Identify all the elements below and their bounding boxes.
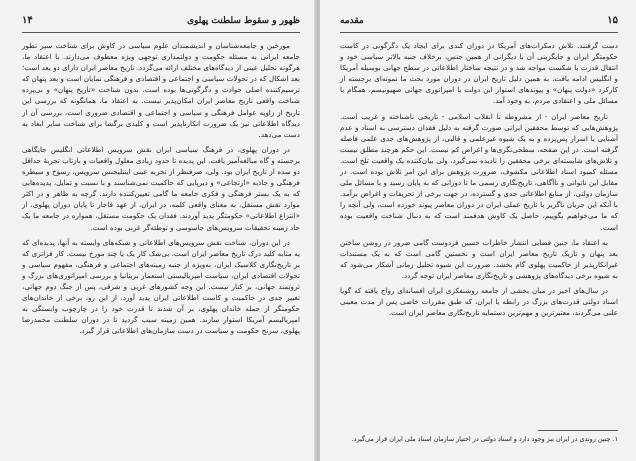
left-running-title: ظهور و سقوط سلطنت پهلوی: [186, 16, 300, 26]
footnote-rule: [538, 430, 618, 431]
left-paragraph-2: در دوران پهلوی، در فرهنگ سیاسی ایران نقش سرویس اطلاعاتی انگلیس جایگاهی برجسته و گاه مبالغه‌آمیز یافت. این پدیده تا حدود زیادی معلول واقعیات و بازتاب تجربهٔ حداقل دو سده از تاریخ ایران بود. ولی، صرفنظر از تجربه عینی اینتلیجنس سرویس، رسوخ و سیطره فرهنگی و جاذبه «ارتجاعی» و دیرپایی که حاکمیت نمی‌شناسند و با نسبت و تمایل، پدیده‌هایی که به یک بستر فرهنگی و فکری جامعه ما گامی تعیین‌کننده دارند. گرچه به ظاهر و در اکثر موارد نقش مستقل، به معنای واقعی کلمه، در ایران، از عهد قاجار تا پایان دوران پهلوی، از «انتزاع اطلاعاتی» حکومتگر پدید آوردند. فقدان یک حکومت مستقل، همواره در جامعه ما یک حاد زمینه تحقیقات سرویس‌های جاسوسی و توطئه‌گر غربی بوده است.: [22, 144, 300, 232]
left-page-header: [22, 16, 300, 30]
right-running-title: مقدمه: [340, 16, 364, 26]
right-page-body: [340, 40, 618, 322]
left-page: [0, 0, 316, 461]
right-paragraph-2: تاریخ معاصر ایران - از مشروطه تا انقلاب اسلامی - تاریخی ناشناخته و غریب است. پژوهش‌هایی که توسط محققین ایرانی صورت گرفته به دلیل فقدان دسترسی به اسناد و عدم آشنایی با اسرار پس‌پرده و به یک شیوه غیرعلمی و قالبی، از پژوهش‌های جدی علمی فاصله گرفته است. در این صفحه، سطحی‌نگری‌ها و اغراض کم نیست. این حکم هرچند مطلق نیست و تلاش‌های شایسته‌ای برخی محققین را نادیده نمی‌گیرد، ولی بیان‌کننده یک واقعیت تلخ است. مسئله کمبود اسناد اطلاعاتی مکشوف، ضرورت پژوهش برای این امر تلاش بوده است. در مقابل این ناتوانی و ناآگاهی، تاریخ‌نگاری رسمی ما تا دورانی که به پایان رسید و با مسائل ملی سازمان دولتی، از منابع اطلاعاتی جدی و گسترده، در جهت برخی از تحریفات و اغراض برآمد. با آنکه این جریان ناگزیر با تاریخ عملی ایران در دوران معاصر پیوند خورده است، ولی آنچه را که ما می‌خواهیم بگوییم، حاصل یک کاوش هدفمند است که به دنبال شناخت واقعیت بوده است.: [340, 111, 618, 232]
left-page-body: [22, 40, 300, 340]
footnote: ۱. چنین روندی در ایران نیز وجود دارد و اسناد دولتی در اختیار سازمان اسناد ملی ایران قرار می‌گیرد.: [351, 435, 618, 443]
right-paragraph-4: در سال‌های اخیر در میان بخشی از جامعه روشنفکری ایران افسانه‌ای رواج یافته که گویا اسناد دولتی قدرت‌های بزرگ در رابطه با ایران، که طبق مقررات خاصی پس از مدت معینی علنی می‌گردند، معتبرترین و مهم‌ترین دستمایه تاریخ‌نگاری معاصر ایران است.: [340, 285, 618, 318]
right-page-number: ۱۵: [607, 15, 618, 26]
right-page-header: [340, 16, 618, 30]
right-page: [320, 0, 636, 461]
left-paragraph-3: در این دوران، شناخت نقش سرویس‌های اطلاعاتی و شبکه‌های وابسته به آنها، پدیده‌ای که به مثابه کلید درک تاریخ معاصر ایران است، بی‌شک کار یک یا چند مورخ نیست. کار فراتری که بر تاریخ‌نگاری کلاسیک ایران، به‌ویژه از جنبه زمینه‌های اجتماعی و فرهنگی، مفهوم سیاسی و تحولات اقتصادی ایران، سیاست امپریالیستی استعمار بریتانیا و بررسی امپراتوری‌های بزرگ و ثروتمند جهانی، بر کنار نیست. این وجه کشورهای غربی و شرقی، پس از جنگ دوم جهانی، تغییر جدی در حاکمیت و کاست اطلاعاتی ایران پدید آورد. از این رو، برخی از خاندان‌های حکومتگر از جمله خاندان پهلوی، بر آن شدند تا قدرت خود را در چارچوب وابستگی به امپریالیسم آمریکا استوار سازند. همین زمینه سبب گردید تا در دوران سلطنت محمدرضا پهلوی، سرنخ حکومت و سیاست در دست سازمان‌های اطلاعاتی قرار گیرد.: [22, 237, 300, 336]
right-paragraph-3: به اعتقاد ما، جنین فضایی انتشار خاطرات حسین فردوست گامی ضرور در روشن ساختن بعد پنهان و تاریک تاریخ معاصر ایران است و نخستین گامی است که به یک مستندات غیرانکارپذیر از حاکمیت پهلوی گام بخشد. ضرورت این شیوه تحلیل زمانی آشکار می‌شود که به شیوه برخی دیدگاه‌های پژوهشی و تاریخ‌نگاری معاصر ایران توجه گردد.: [340, 237, 618, 280]
left-page-number: ۱۴: [22, 15, 33, 26]
left-header-rule: [22, 32, 300, 33]
left-paragraph-1: مورخین و جامعه‌شناسان و اندیشمندان علوم سیاسی در کاوش برای شناخت سیر تطور جامعه ایرانی به مسئله حکومت و دولتمداری توجهی ویژه معطوف می‌دارند. با اعتقاد ما، هرگونه تحلیل عینی از دیدگاه‌های مختلف ارائه می‌گردد. تاریخ معاصر ایران دارای دو بعد است؛ بعد اشکال که در تحولات سیاسی و اجتماعی و اقتصادی و فرهنگی نمایان است و بعد پنهان که ترسیم‌کننده اصلی حوادث و دگرگونی‌ها بوده است. بدون شناخت «تاریخ پنهان» و بی‌پرده شناخت واقعی تاریخ معاصر ایران امکان‌پذیر نیست. به اعتقاد ما، همانگونه که بررسی این تاریخ از زاویه عوامل فرهنگی و سیاسی و اجتماعی و اقتصادی ضروری است، بررسی آن از دیدگاه اطلاعاتی نیز یک ضرورت انکارناپذیر است و کلیدی برگشا برای شناخت سایر ابعاد به دست می‌دهد.: [22, 41, 300, 139]
right-header-rule: [340, 32, 618, 33]
right-paragraph-1: دست گرفتند. تلاش دمکرات‌های آمریکا در دوران کندی برای ایجاد یک دگرگونی در کاست حکومتگر ایران و جایگزینی آن با دیگرانی از همین جنس، برخلاف جنبه بالاتر سیاسی خود و انتقال قدرت با شکست مواجه شد و در نتیجه ساختار اطلاعاتی در سطح جهانی بوسیله آمریکا و انگلیس ادامه یافت. به همین دلیل تاریخ ایران در دوران مورد بحث ما نمونه‌ای برجسته از کارکرد «دولت پنهان» و پیوندهای استوار این دولت با امپراتوری جهانی صهیونیسم، همگام با مسائل ملی و اعتقادی مردم، به وجود آمد.: [340, 41, 618, 106]
